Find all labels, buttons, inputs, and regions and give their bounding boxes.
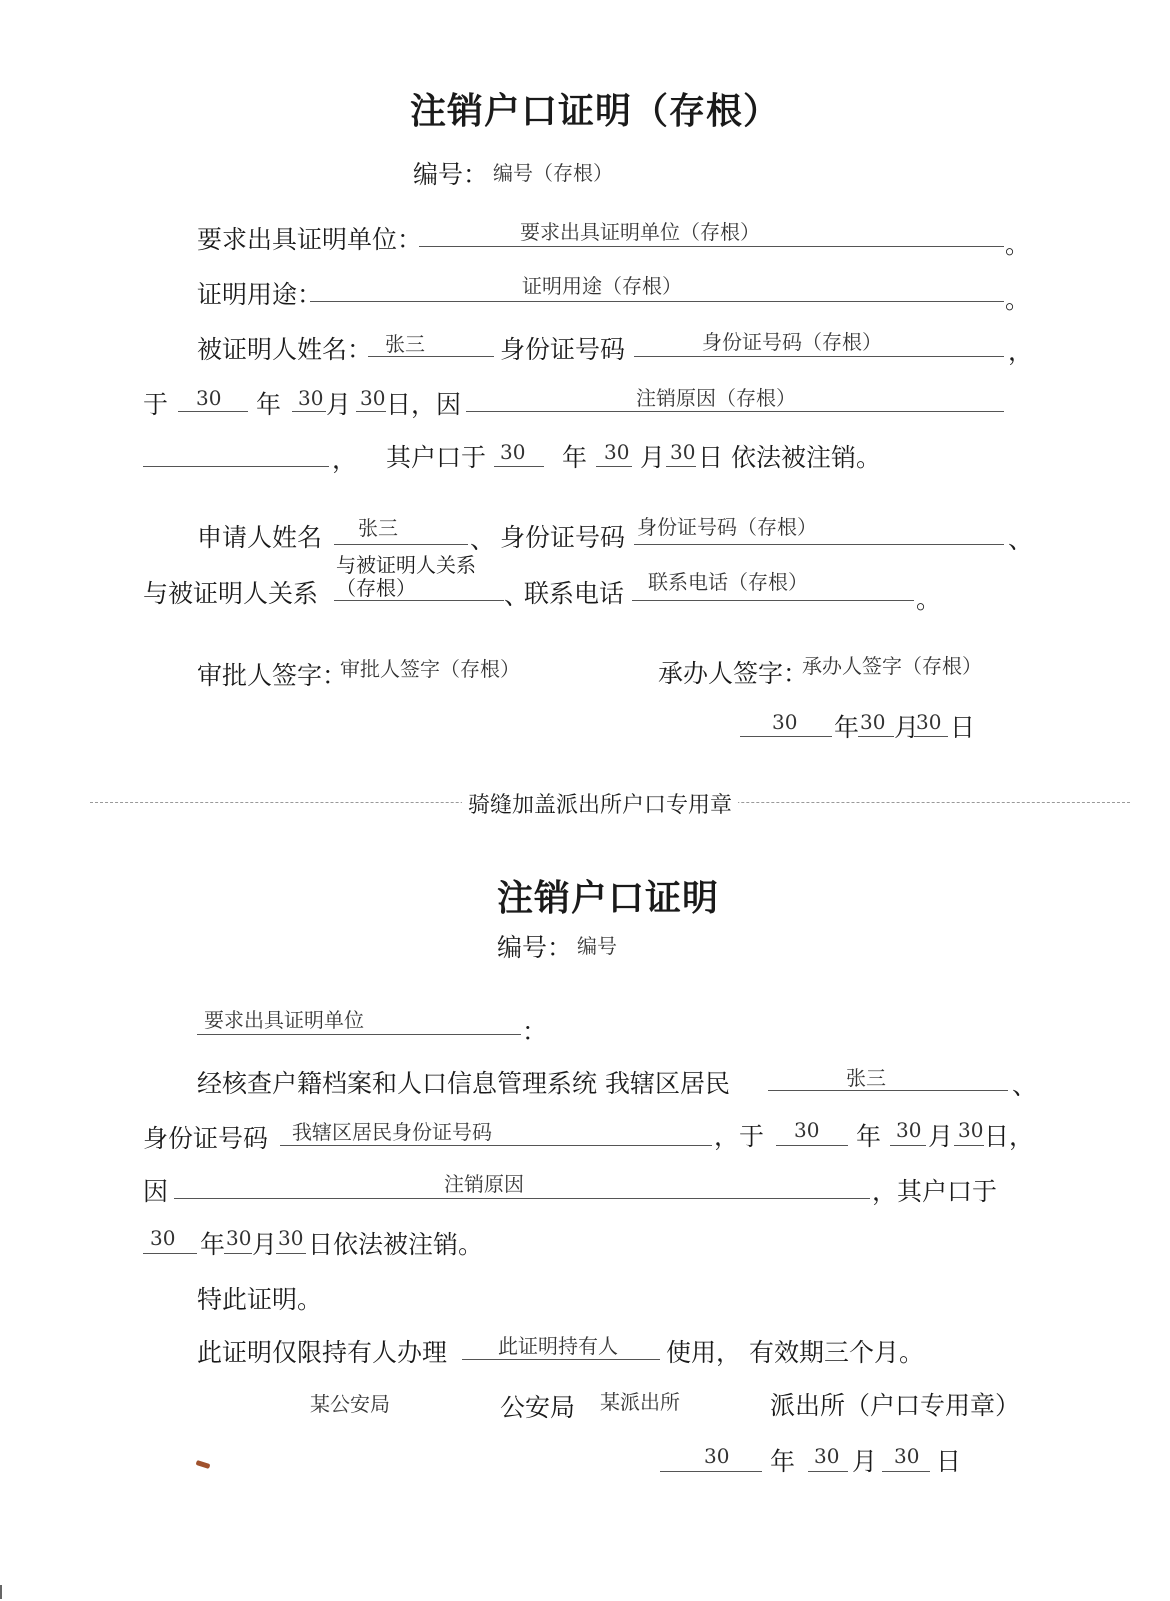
cert-nian-1: 年 xyxy=(856,1122,882,1151)
stub-relation-label: 与被证明人关系 xyxy=(143,579,319,608)
cert-hukou-label: ，其户口于 xyxy=(872,1177,998,1206)
stub-applicant-id-label: 身份证号码 xyxy=(500,523,626,552)
cert-date2-day-underline xyxy=(276,1253,306,1254)
cert-hereby: 特此证明。 xyxy=(197,1285,323,1314)
cert-station-label: 派出所（户口专用章） xyxy=(770,1391,1021,1420)
cert-holder-underline xyxy=(462,1359,660,1360)
cert-id-value: 我辖区居民身份证号码 xyxy=(292,1120,492,1144)
cert-station-value: 某派出所 xyxy=(600,1390,680,1414)
stub-phone-end: 。 xyxy=(916,585,942,614)
stub-purpose-label: 证明用途： xyxy=(197,280,323,309)
stub-date1-month-underline xyxy=(292,411,326,412)
cert-unit-underline xyxy=(197,1034,521,1035)
cert-date1-day-underline xyxy=(954,1145,984,1146)
stub-date1-year-underline xyxy=(178,411,248,412)
cert-sign-year-underline xyxy=(660,1471,762,1472)
stub-sign-year: 30 xyxy=(772,710,798,734)
stub-date2-day: 30 xyxy=(670,440,696,464)
cert-reason-underline xyxy=(174,1198,870,1199)
cert-limit-text: 此证明仅限持有人办理 xyxy=(197,1338,448,1367)
cert-yue-1: 月 xyxy=(928,1122,954,1151)
stub-reason-cont-underline xyxy=(143,466,329,467)
cert-date1-year-underline xyxy=(776,1145,848,1146)
cert-sign-yue: 月 xyxy=(852,1447,878,1476)
cert-sign-month: 30 xyxy=(814,1444,840,1468)
stub-relation-value-line1: 与被证明人关系 xyxy=(336,553,476,577)
stub-nian-1: 年 xyxy=(256,390,282,419)
stub-date2-year: 30 xyxy=(500,440,526,464)
stub-date2-day-underline xyxy=(666,466,696,467)
stub-comma-1: ， xyxy=(1008,337,1034,366)
stub-unit-underline xyxy=(419,246,1004,247)
stub-phone-underline xyxy=(632,600,914,601)
stub-yu: 于 xyxy=(143,390,169,419)
stub-title: 注销户口证明（存根） xyxy=(410,90,781,132)
cert-date2-month-underline xyxy=(224,1253,252,1254)
stub-approver-value: 审批人签字（存根） xyxy=(340,657,520,681)
stub-date1-day: 30 xyxy=(360,386,386,410)
cert-usage-text: 使用， 有效期三个月。 xyxy=(666,1338,924,1367)
cert-date1-year: 30 xyxy=(794,1118,820,1142)
stub-approver-label: 审批人签字： xyxy=(197,661,348,690)
stub-date1-year: 30 xyxy=(196,386,222,410)
stub-applicant-name-underline xyxy=(334,544,468,545)
stub-date2-year-underline xyxy=(494,466,544,467)
cert-sep-1: 、 xyxy=(1012,1071,1038,1100)
stub-sign-year-underline xyxy=(740,736,832,737)
stub-sign-month-underline xyxy=(858,736,894,737)
cert-holder-value: 此证明持有人 xyxy=(498,1334,618,1358)
stub-subject-name-value: 张三 xyxy=(385,332,425,356)
cert-sign-day-underline xyxy=(882,1471,930,1472)
stub-purpose-value: 证明用途（存根） xyxy=(522,274,682,298)
stub-sign-day-underline xyxy=(914,736,948,737)
cert-bureau-label: 公安局 xyxy=(500,1393,576,1422)
scan-edge-mark xyxy=(0,1585,2,1599)
cert-bureau-value: 某公安局 xyxy=(310,1392,390,1416)
stub-applicant-name-value: 张三 xyxy=(358,516,398,540)
stub-subject-name-label: 被证明人姓名： xyxy=(197,335,373,364)
stub-date1-month: 30 xyxy=(298,386,324,410)
stub-sign-ri: 日 xyxy=(950,713,976,742)
cert-number-label: 编号： xyxy=(497,933,573,962)
stub-handler-label: 承办人签字： xyxy=(658,659,809,688)
stub-phone-label: 联系电话 xyxy=(524,579,625,608)
cert-sign-day: 30 xyxy=(894,1444,920,1468)
stub-subject-id-value: 身份证号码（存根） xyxy=(702,330,882,354)
stub-sign-month: 30 xyxy=(860,710,886,734)
stub-purpose-end: 。 xyxy=(1005,285,1031,314)
stub-handler-value: 承办人签字（存根） xyxy=(802,654,982,678)
cert-sign-month-underline xyxy=(808,1471,848,1472)
stub-hukou-label: 其户口于 xyxy=(386,443,487,472)
cert-date2-year-underline xyxy=(143,1253,197,1254)
stub-subject-id-label: 身份证号码 xyxy=(500,335,626,364)
stub-yue-1: 月 xyxy=(326,390,352,419)
stub-sep-3: 、 xyxy=(504,581,530,610)
cert-date2-month: 30 xyxy=(226,1226,252,1250)
stub-unit-end: 。 xyxy=(1005,230,1031,259)
cert-ri-comma: 日， xyxy=(984,1122,1035,1151)
seal-instruction: 骑缝加盖派出所户口专用章 xyxy=(462,788,738,819)
cert-resident-name: 张三 xyxy=(846,1066,886,1090)
cert-reason-value: 注销原因 xyxy=(444,1172,524,1196)
stub-applicant-id-value: 身份证号码（存根） xyxy=(637,515,817,539)
stub-date2-month-underline xyxy=(596,466,632,467)
cert-id-underline xyxy=(280,1145,712,1146)
stub-nian-2: 年 xyxy=(562,443,588,472)
stub-sep-1: 、 xyxy=(470,525,496,554)
stub-sep-2: 、 xyxy=(1008,525,1034,554)
cert-date1-month-underline xyxy=(890,1145,926,1146)
stub-sign-yue: 月 xyxy=(894,713,920,742)
cert-unit-colon: ： xyxy=(522,1017,548,1046)
cert-date1-month: 30 xyxy=(896,1118,922,1142)
stub-ri-comma: 日，因 xyxy=(386,390,462,419)
cert-yin: 因 xyxy=(143,1177,169,1206)
cert-date1-day: 30 xyxy=(958,1118,984,1142)
cert-title: 注销户口证明 xyxy=(497,877,720,919)
stub-date1-day-underline xyxy=(356,411,386,412)
cert-sign-ri: 日 xyxy=(936,1447,962,1476)
cert-cancel-text: 日依法被注销。 xyxy=(308,1230,484,1259)
stub-sign-day: 30 xyxy=(916,710,942,734)
stub-reason-underline xyxy=(466,411,1004,412)
stub-reason-value: 注销原因（存根） xyxy=(636,386,796,410)
stub-applicant-id-underline xyxy=(634,544,1004,545)
cert-verify-text: 经核查户籍档案和人口信息管理系统 我辖区居民 xyxy=(197,1069,730,1098)
cert-unit-value: 要求出具证明单位 xyxy=(204,1008,364,1032)
stub-number-value: 编号（存根） xyxy=(493,161,613,185)
stub-yue-2: 月 xyxy=(640,443,666,472)
stub-purpose-underline xyxy=(310,301,1004,302)
stub-sign-nian: 年 xyxy=(834,713,860,742)
stub-relation-value-line2: （存根） xyxy=(336,576,416,600)
stub-number-label: 编号： xyxy=(413,160,489,189)
cert-date2-day: 30 xyxy=(278,1226,304,1250)
stub-ri-cancel: 日 依法被注销。 xyxy=(698,443,881,472)
stub-subject-id-underline xyxy=(634,356,1004,357)
stub-date2-month: 30 xyxy=(604,440,630,464)
stub-unit-value: 要求出具证明单位（存根） xyxy=(520,220,760,244)
cert-id-label: 身份证号码 xyxy=(143,1124,269,1153)
cert-resident-name-underline xyxy=(768,1090,1008,1091)
ink-smudge xyxy=(196,1460,211,1469)
cert-yue-2: 月 xyxy=(252,1230,278,1259)
stub-applicant-name-label: 申请人姓名 xyxy=(197,523,323,552)
stub-comma-2: ， xyxy=(332,445,358,474)
cert-sign-year: 30 xyxy=(704,1444,730,1468)
stub-relation-underline xyxy=(334,600,504,601)
stub-phone-value: 联系电话（存根） xyxy=(648,570,808,594)
stub-unit-label: 要求出具证明单位： xyxy=(197,225,423,254)
cert-yu: ，于 xyxy=(714,1122,765,1151)
cert-nian-2: 年 xyxy=(200,1230,226,1259)
cert-number-value: 编号 xyxy=(577,934,617,958)
cert-sign-nian: 年 xyxy=(770,1447,796,1476)
cert-date2-year: 30 xyxy=(150,1226,176,1250)
